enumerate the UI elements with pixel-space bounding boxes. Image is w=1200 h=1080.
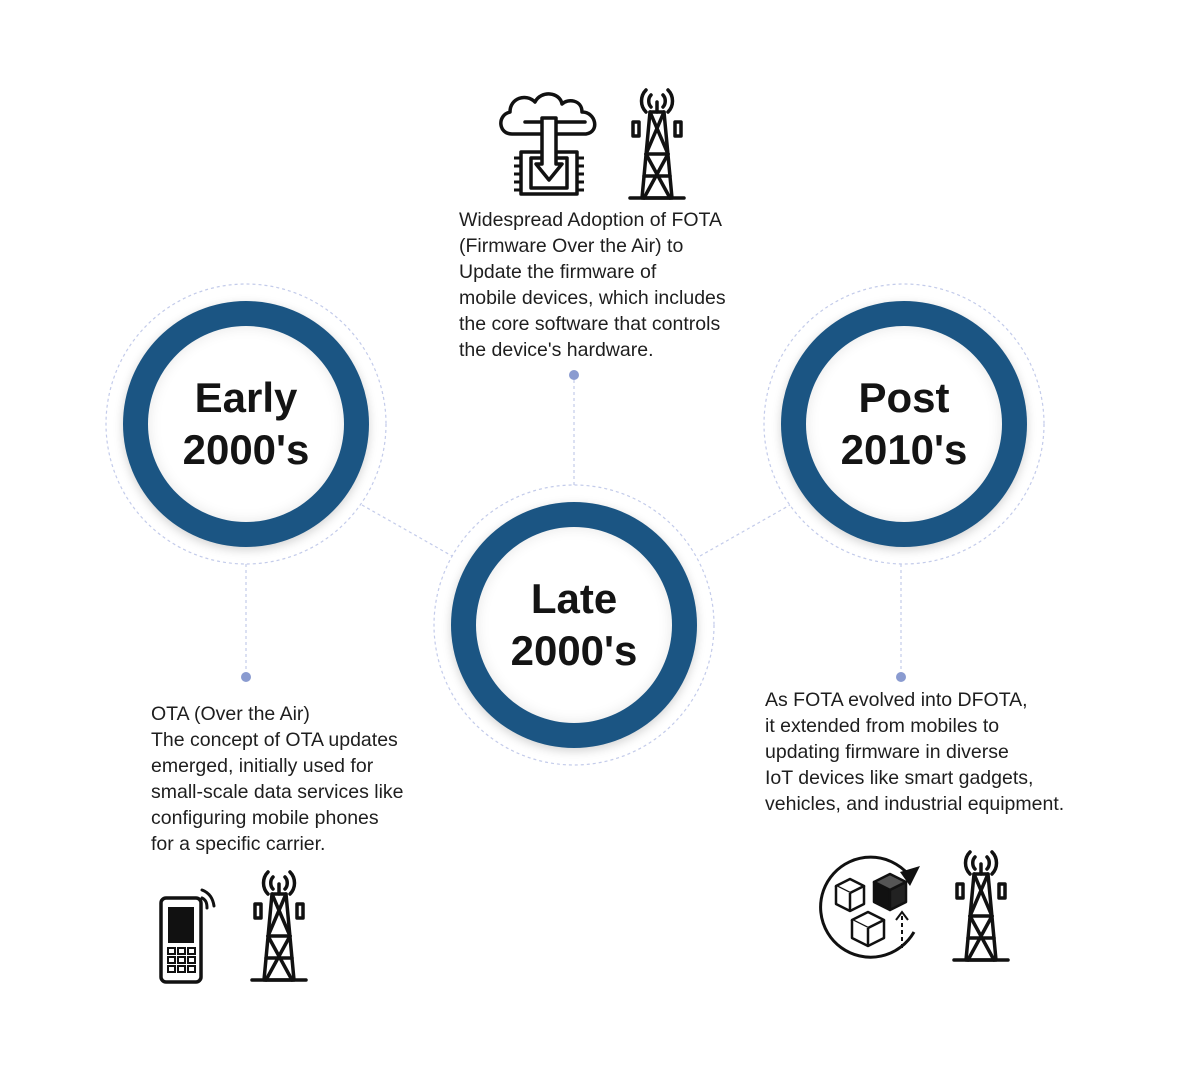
description-line: (Firmware Over the Air) to <box>459 235 684 257</box>
link-late-post <box>700 505 790 556</box>
description-line: updating firmware in diverse <box>765 741 1009 763</box>
description-line: As FOTA evolved into DFOTA, <box>765 689 1028 711</box>
cell-tower-icon <box>948 848 1014 966</box>
cell-tower-icon <box>624 86 690 204</box>
milestone-late-2000s <box>451 502 697 748</box>
milestone-title-line1: Early <box>194 374 298 421</box>
anchor-dot-late-2000s <box>569 370 579 380</box>
milestone-title-line2: 2000's <box>182 426 310 473</box>
milestone-post-2010s <box>781 301 1027 547</box>
description-late-2000s <box>459 207 726 363</box>
description-line: the device's hardware. <box>459 339 654 361</box>
description-line: configuring mobile phones <box>151 807 379 829</box>
description-line: mobile devices, which includes <box>459 287 726 309</box>
description-line: emerged, initially used for <box>151 755 374 777</box>
description-line: Widespread Adoption of FOTA <box>459 209 723 231</box>
description-line: IoT devices like smart gadgets, <box>765 767 1034 789</box>
link-early-late <box>362 505 452 556</box>
milestone-early-2000s <box>123 301 369 547</box>
cloud-firmware-download-icon <box>494 88 608 200</box>
milestone-title-line1: Post <box>858 374 950 421</box>
description-line: for a specific carrier. <box>151 833 326 855</box>
iot-packages-update-icon <box>814 850 930 966</box>
description-line: small-scale data services like <box>151 781 404 803</box>
anchor-dot-post-2010s <box>896 672 906 682</box>
description-line: it extended from mobiles to <box>765 715 1000 737</box>
description-line: the core software that controls <box>459 313 721 335</box>
milestone-title-line2: 2010's <box>840 426 968 473</box>
description-line: OTA (Over the Air) <box>151 703 310 725</box>
description-early-2000s <box>151 701 404 857</box>
cell-tower-icon <box>246 868 312 986</box>
mobile-phone-icon <box>158 886 218 986</box>
milestone-title-line2: 2000's <box>510 627 638 674</box>
description-line: The concept of OTA updates <box>151 729 398 751</box>
description-line: Update the firmware of <box>459 261 657 283</box>
description-line: vehicles, and industrial equipment. <box>765 793 1065 815</box>
milestone-title-line1: Late <box>530 575 618 622</box>
description-post-2010s <box>765 687 1064 817</box>
anchor-dot-early-2000s <box>241 672 251 682</box>
